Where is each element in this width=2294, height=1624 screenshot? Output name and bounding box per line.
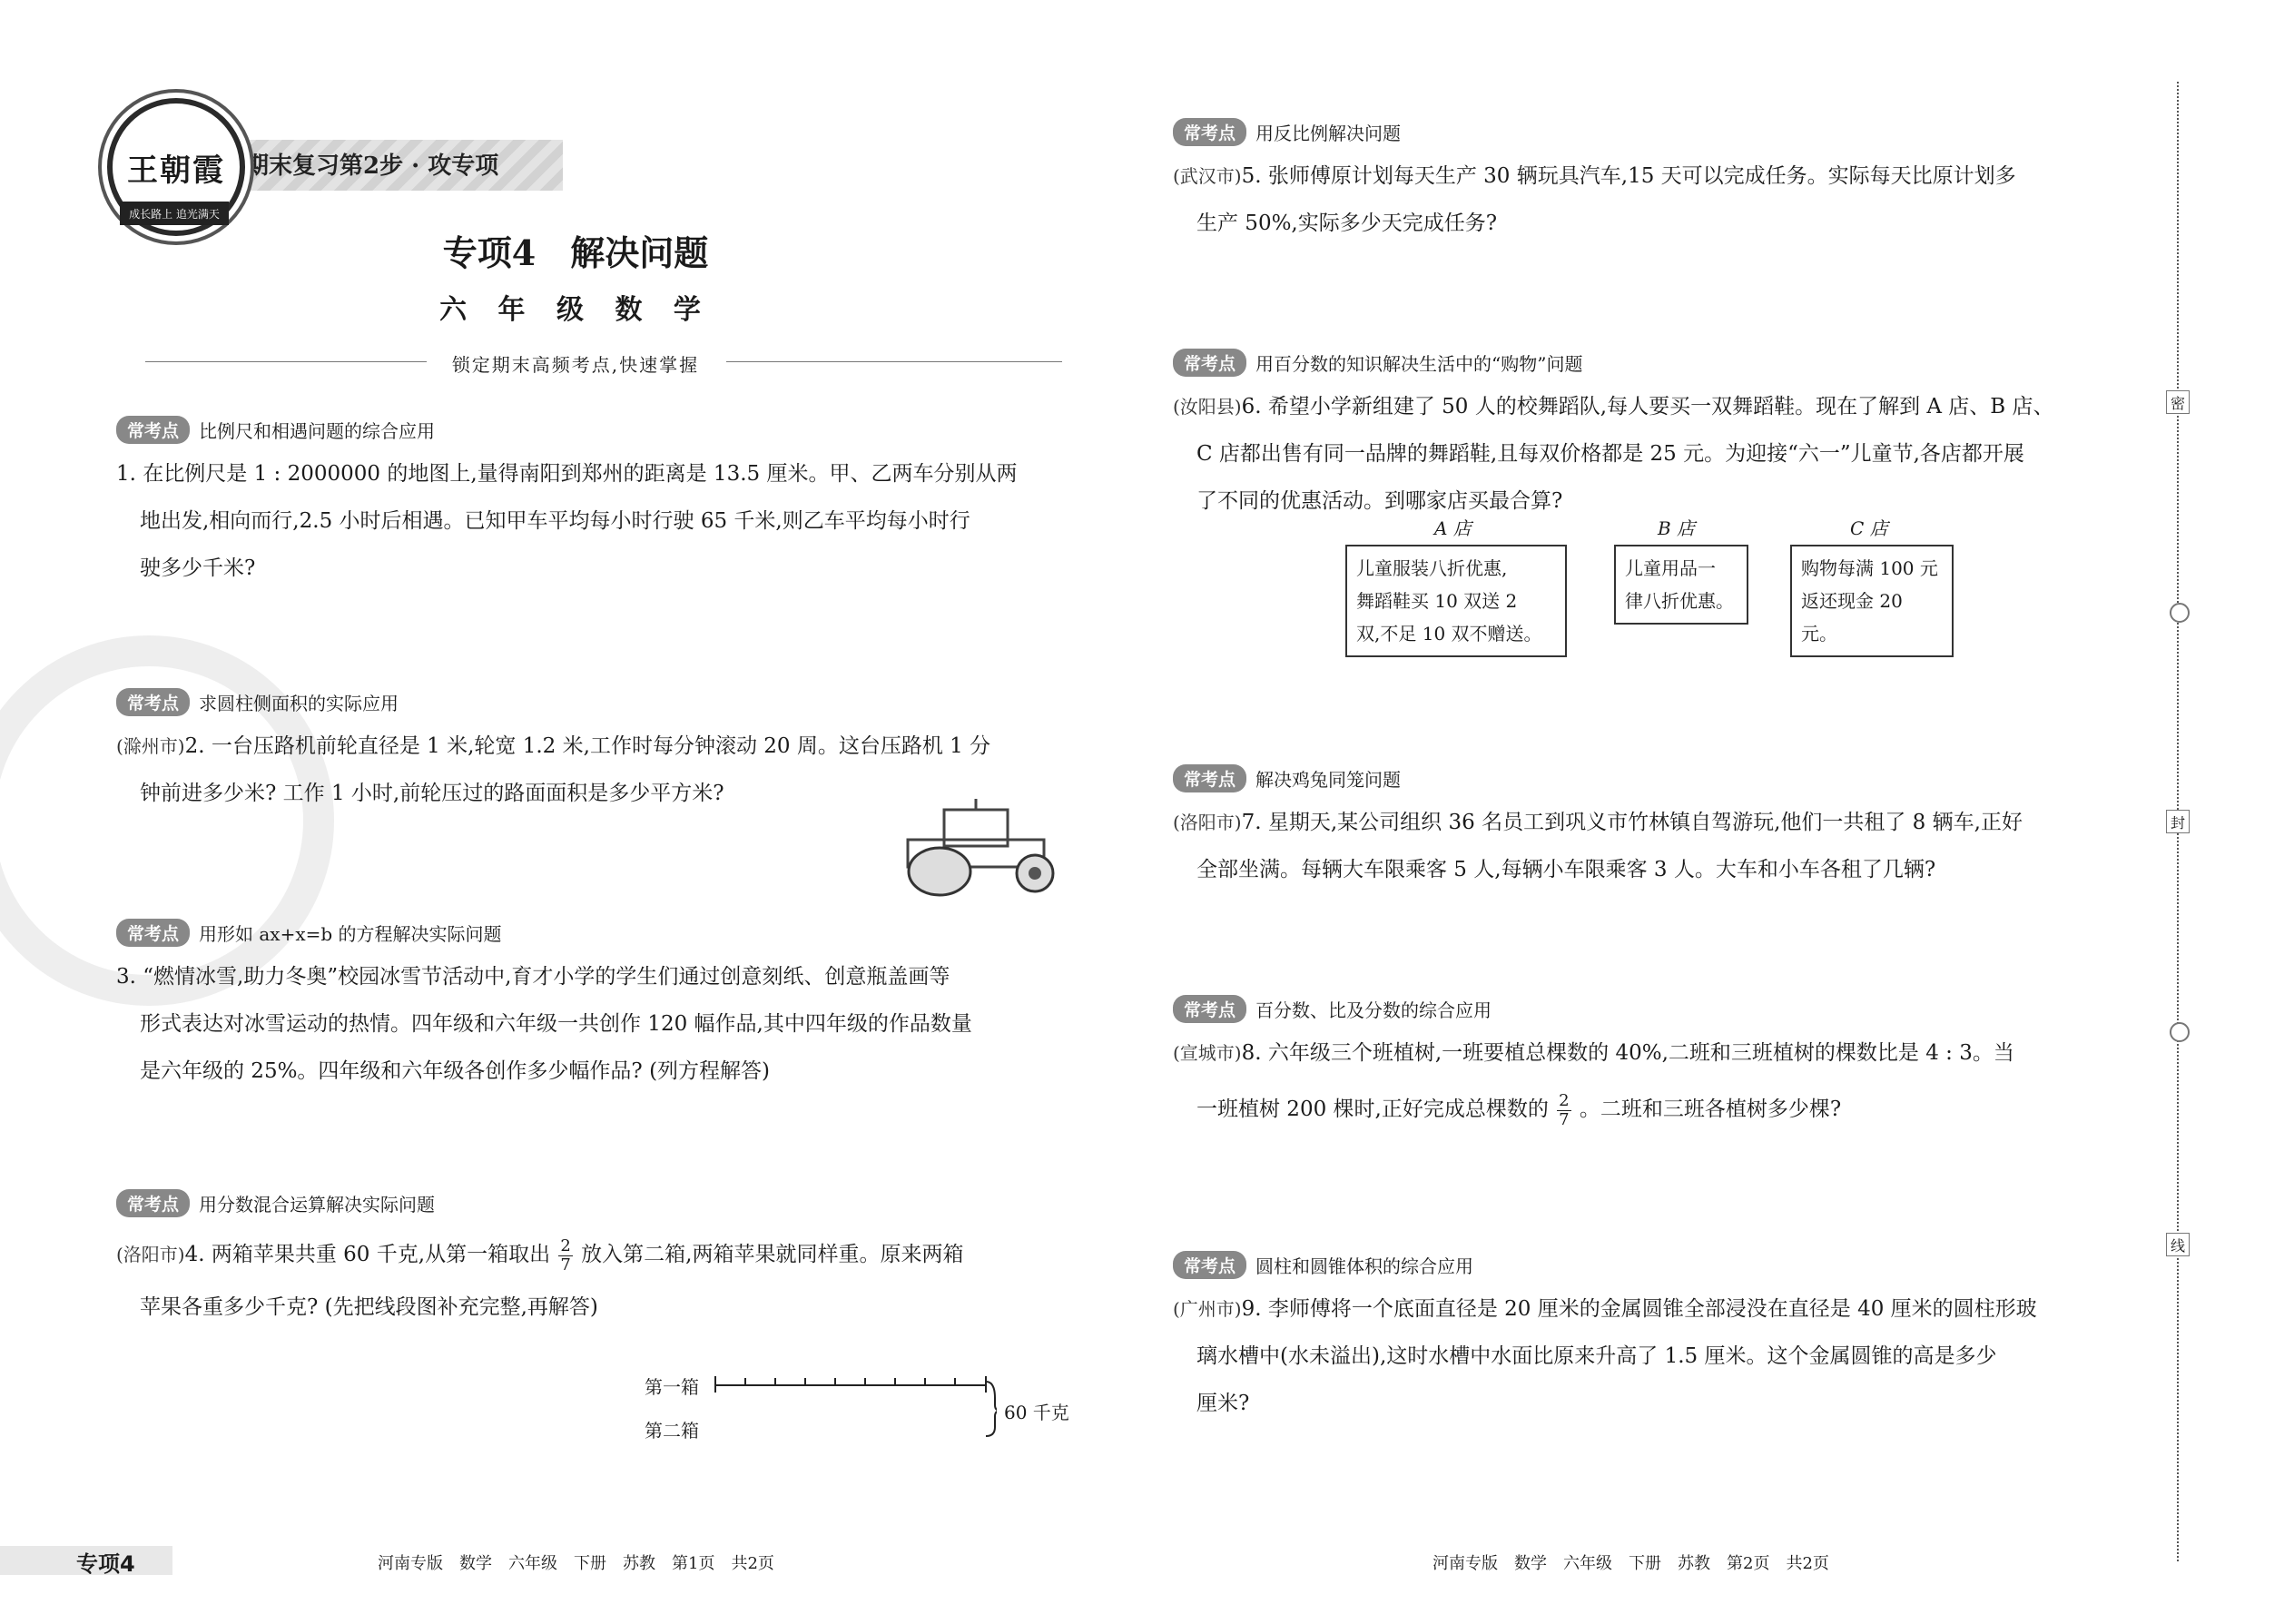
question-line: 驶多少千米? (140, 556, 256, 580)
footer-tab (0, 1546, 172, 1575)
question-1 (116, 450, 1088, 592)
shop-b-line: 律八折优惠。 (1625, 590, 1734, 612)
question-source: (广州市) (1173, 1298, 1242, 1320)
question-line: 了不同的优惠活动。到哪家店买最合算? (1196, 489, 1563, 513)
banner-text: 期末复习第2步 · 攻专项 (245, 153, 499, 180)
logo-slogan: 成长路上 追光满天 (120, 202, 229, 225)
tag-text: 求圆柱侧面积的实际应用 (199, 693, 399, 714)
shop-a-label: A 店 (1434, 517, 1472, 539)
page-subtitle: 六 年 级 数 学 (439, 294, 712, 326)
question-text: 放入第二箱,两箱苹果就同样重。原来两箱 (581, 1243, 964, 1266)
topic-tag (1173, 1251, 1473, 1279)
tag-pill: 常考点 (116, 416, 190, 444)
question-7 (1173, 799, 2144, 893)
footer-right: 河南专版 数学 六年级 下册 苏教 第2页 共2页 (1433, 1554, 1829, 1573)
shop-a-box (1345, 545, 1567, 657)
question-text: 4. 两箱苹果共重 60 千克,从第一箱取出 (184, 1243, 551, 1266)
shop-c-line: 购物每满 100 元 (1801, 557, 1938, 579)
topic-tag (1173, 995, 1492, 1023)
tag-text: 用形如 ax+x=b 的方程解决实际问题 (199, 923, 502, 945)
fraction (1557, 1092, 1570, 1129)
question-line (116, 723, 1088, 770)
question-line (1173, 153, 2144, 200)
question-line (1173, 1086, 2144, 1133)
shop-b-box (1614, 545, 1748, 625)
question-line: 形式表达对冰雪运动的热情。四年级和六年级一共创作 120 幅作品,其中四年级的作品数量 (140, 1012, 972, 1036)
fraction-denominator: 7 (560, 1255, 571, 1275)
question-text: 一班植树 200 棵时,正好完成总棵数的 (1196, 1097, 1549, 1121)
fraction-numerator: 2 (1559, 1090, 1570, 1110)
shop-c-box (1790, 545, 1954, 657)
shop-a-line: 舞蹈鞋买 10 双送 2 (1356, 590, 1518, 612)
question-line: 璃水槽中(水未溢出),这时水槽中水面比原来升高了 1.5 厘米。这个金属圆锥的高是多少 (1196, 1344, 1997, 1368)
topic-tag (1173, 118, 1401, 146)
binding-hole (2170, 603, 2190, 623)
fraction-numerator: 2 (560, 1235, 571, 1255)
tag-pill: 常考点 (116, 1189, 190, 1217)
tag-text: 用百分数的知识解决生活中的“购物”问题 (1255, 353, 1583, 375)
fraction (558, 1237, 572, 1275)
tag-pill: 常考点 (116, 688, 190, 716)
question-line: 全部坐满。每辆大车限乘客 5 人,每辆小车限乘客 3 人。大车和小车各租了几辆? (1196, 858, 1936, 881)
question-line: 地出发,相向而行,2.5 小时后相遇。已知甲车平均每小时行驶 65 千米,则乙车平均每小时行 (140, 509, 970, 533)
question-text: 9. 李师傅将一个底面直径是 20 厘米的金属圆锥全部浸没在直径是 40 厘米的圆柱形玻 (1241, 1297, 2037, 1321)
question-text: 。二班和三班各植树多少棵? (1579, 1097, 1842, 1121)
question-source: (滁州市) (116, 735, 185, 757)
topic-tag (1173, 349, 1582, 377)
diagram-label-box1: 第一箱 (645, 1376, 699, 1398)
seal-mark: 密 (2166, 390, 2190, 414)
tag-text: 用分数混合运算解决实际问题 (199, 1194, 436, 1216)
question-source: (洛阳市) (1173, 812, 1242, 833)
question-source: (宣城市) (1173, 1042, 1242, 1064)
question-line: 3. “燃情冰雪,助力冬奥”校园冰雪节活动中,育才小学的学生们通过创意刻纸、创意瓶盖画等 (116, 965, 950, 989)
question-line: 苹果各重多少千克? (先把线段图补充完整,再解答) (140, 1295, 598, 1319)
question-line (1173, 799, 2144, 846)
question-line: C 店都出售有同一品牌的舞蹈鞋,且每双价格都是 25 元。为迎接“六一”儿童节,各店都开展 (1196, 442, 2024, 466)
line-segment-diagram (714, 1369, 997, 1442)
question-text: 8. 六年级三个班植树,一班要植总棵数的 40%,二班和三班植树的棵数比是 4 : 3。当 (1241, 1041, 2014, 1065)
seal-mark: 线 (2166, 1233, 2190, 1256)
logo-text: 王朝霞 (127, 152, 225, 189)
tag-pill: 常考点 (116, 919, 190, 947)
question-text: 5. 张师傅原计划每天生产 30 辆玩具汽车,15 天可以完成任务。实际每天比原计划多 (1241, 164, 2016, 188)
question-4 (116, 1231, 1088, 1331)
divider-right (726, 361, 1062, 362)
fraction-denominator: 7 (1559, 1109, 1570, 1129)
shop-b-label: B 店 (1658, 517, 1696, 539)
seal-mark: 封 (2166, 810, 2190, 833)
footer-tab-text: 专项4 (76, 1551, 135, 1577)
question-9 (1173, 1285, 2144, 1427)
topic-tag (116, 688, 399, 716)
shop-c-line: 返还现金 20 元。 (1801, 590, 1903, 645)
tag-pill: 常考点 (1173, 349, 1246, 377)
binding-hole (2170, 1022, 2190, 1042)
question-3 (116, 953, 1088, 1095)
diagram-label-box2: 第二箱 (645, 1420, 699, 1442)
shop-a-line: 双,不足 10 双不赠送。 (1356, 623, 1542, 645)
page-title: 专项4 解决问题 (442, 232, 709, 273)
question-source: (汝阳县) (1173, 396, 1242, 418)
question-line: 生产 50%,实际多少天完成任务? (1196, 212, 1498, 235)
question-line: 厘米? (1196, 1392, 1250, 1415)
tag-text: 比例尺和相遇问题的综合应用 (199, 420, 436, 442)
question-line (1173, 1029, 2144, 1077)
question-8 (1173, 1029, 2144, 1133)
road-roller-illustration (899, 799, 1071, 899)
question-line: 1. 在比例尺是 1 : 2000000 的地图上,量得南阳到郑州的距离是 13.5 厘米。甲、乙两车分别从两 (116, 462, 1018, 486)
shop-b-line: 儿童用品一 (1625, 557, 1716, 579)
question-line (1173, 383, 2144, 430)
shop-c-label: C 店 (1850, 517, 1888, 539)
header-banner (218, 140, 563, 191)
question-5 (1173, 153, 2144, 247)
shop-a-line: 儿童服装八折优惠, (1356, 557, 1508, 579)
tag-pill: 常考点 (1173, 1251, 1246, 1279)
question-6 (1173, 383, 2144, 525)
tag-text: 圆柱和圆锥体积的综合应用 (1255, 1255, 1474, 1277)
topic-tag (116, 416, 435, 444)
question-line (1173, 1285, 2144, 1333)
diagram-total: 60 千克 (1004, 1402, 1069, 1423)
tag-pill: 常考点 (1173, 764, 1246, 792)
tagline: 锁定期末高频考点,快速掌握 (451, 354, 700, 376)
topic-tag (116, 919, 502, 947)
tag-text: 百分数、比及分数的综合应用 (1255, 999, 1492, 1021)
footer-left: 河南专版 数学 六年级 下册 苏教 第1页 共2页 (378, 1554, 774, 1573)
question-source: (洛阳市) (116, 1244, 185, 1265)
tag-text: 用反比例解决问题 (1255, 123, 1402, 144)
question-line: 是六年级的 25%。四年级和六年级各创作多少幅作品? (列方程解答) (140, 1059, 771, 1083)
topic-tag (1173, 764, 1401, 792)
question-text: 2. 一台压路机前轮直径是 1 米,轮宽 1.2 米,工作时每分钟滚动 20 周。这台压路机 1 分 (184, 734, 991, 758)
question-line: 钟前进多少米? 工作 1 小时,前轮压过的路面面积是多少平方米? (140, 782, 724, 805)
question-line (116, 1231, 1088, 1278)
tag-text: 解决鸡兔同笼问题 (1255, 769, 1402, 791)
question-text: 6. 希望小学新组建了 50 人的校舞蹈队,每人要买一双舞蹈鞋。现在了解到 A 店、B 店、 (1241, 395, 2054, 418)
tag-pill: 常考点 (1173, 995, 1246, 1023)
question-source: (武汉市) (1173, 165, 1242, 187)
topic-tag (116, 1189, 435, 1217)
tag-pill: 常考点 (1173, 118, 1246, 146)
question-text: 7. 星期天,某公司组织 36 名员工到巩义市竹林镇自驾游玩,他们一共租了 8 辆车,正好 (1241, 811, 2023, 834)
